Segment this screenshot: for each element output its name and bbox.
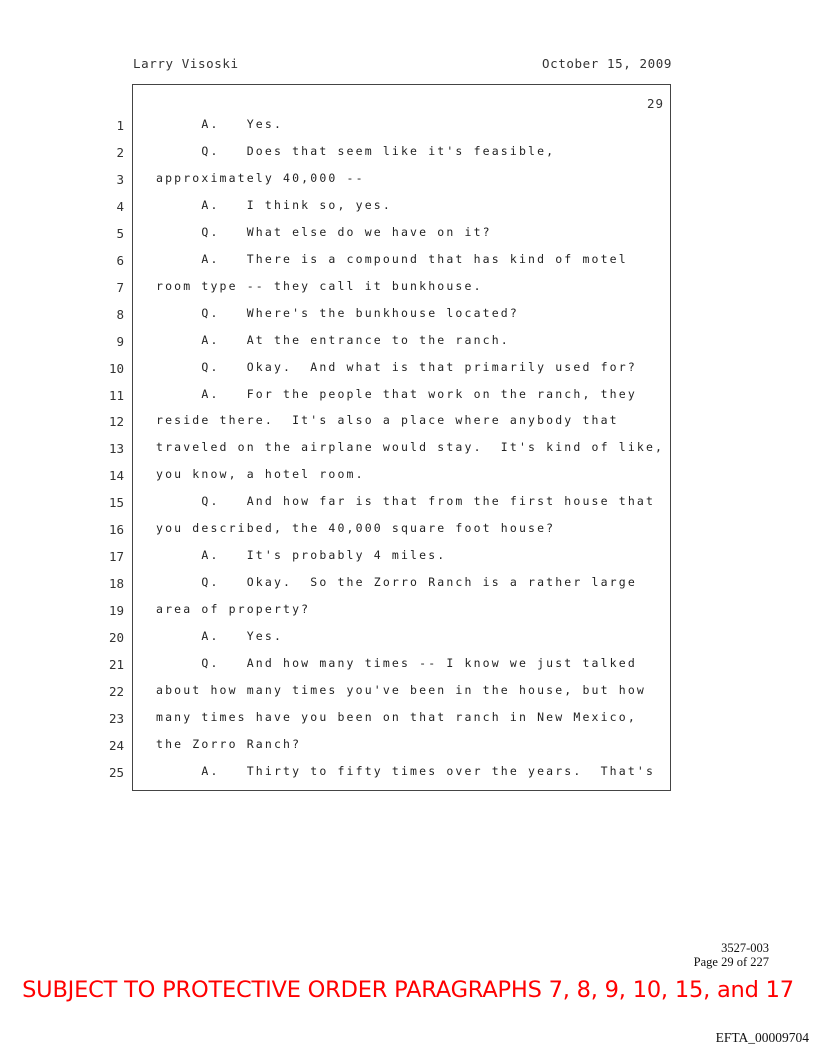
transcript-page-number: 29	[646, 96, 664, 111]
line-number: 21	[108, 657, 124, 672]
transcript-line: A. At the entrance to the ranch.	[156, 332, 510, 347]
transcript-line: approximately 40,000 --	[156, 170, 365, 185]
transcript-line: you know, a hotel room.	[156, 467, 365, 482]
line-number: 8	[116, 306, 124, 322]
transcript-line: traveled on the airplane would stay. It's kind of like,	[156, 440, 665, 455]
line-number: 22	[108, 683, 124, 699]
line-number: 25	[108, 764, 124, 780]
transcript-line: A. Thirty to fifty times over the years. That's	[156, 763, 656, 778]
protective-order-notice: SUBJECT TO PROTECTIVE ORDER PARAGRAPHS 7, 8, 9, 10, 15, and 17	[22, 977, 794, 1003]
transcript-line: Q. Does that seem like it's feasible,	[156, 143, 556, 158]
line-number: 18	[108, 576, 124, 592]
line-number: 19	[108, 603, 124, 619]
line-number: 16	[108, 522, 124, 538]
transcript-line: the Zorro Ranch?	[156, 736, 302, 751]
transcript-line: A. Yes.	[156, 629, 284, 644]
line-number: 2	[116, 144, 124, 160]
line-number: 9	[116, 333, 124, 349]
line-number: 1	[116, 118, 124, 133]
transcript-line: Q. Where's the bunkhouse located?	[156, 305, 519, 320]
transcript-line: Q. Okay. So the Zorro Ranch is a rather large	[156, 575, 637, 590]
line-number: 17	[108, 549, 124, 565]
transcript-line: room type -- they call it bunkhouse.	[156, 278, 483, 293]
transcript-line: A. Yes.	[156, 117, 284, 131]
transcript-line: Q. And how many times -- I know we just talked	[156, 656, 637, 670]
transcript-line: Q. Okay. And what is that primarily used for?	[156, 359, 637, 374]
deponent-name: Larry Visoski	[133, 56, 239, 71]
line-number: 11	[108, 387, 124, 403]
page-count: Page 29 of 227	[693, 955, 769, 969]
deposition-date: October 15, 2009	[541, 56, 672, 71]
line-number: 14	[108, 468, 124, 484]
transcript-line: A. There is a compound that has kind of motel	[156, 251, 628, 266]
transcript-line: A. It's probably 4 miles.	[156, 548, 447, 563]
transcript-line: about how many times you've been in the house, but how	[156, 682, 646, 697]
line-number: 7	[116, 279, 124, 295]
line-number: 4	[116, 198, 124, 214]
transcript-line: area of property?	[156, 602, 311, 617]
line-number: 20	[108, 630, 124, 646]
transcript-line: A. I think so, yes.	[156, 197, 392, 212]
line-number: 6	[116, 252, 124, 268]
transcript-line: many times have you been on that ranch in New Mexico,	[156, 709, 637, 724]
line-number: 3	[116, 171, 124, 187]
line-number: 24	[108, 737, 124, 753]
case-number: 3527-003	[721, 941, 769, 955]
line-number: 15	[108, 495, 124, 511]
bates-number: EFTA_00009704	[715, 1030, 809, 1045]
transcript-line: A. For the people that work on the ranch, they	[156, 386, 637, 401]
transcript-line: Q. What else do we have on it?	[156, 224, 492, 239]
line-number: 5	[116, 225, 124, 241]
transcript-line: Q. And how far is that from the first house that	[156, 494, 656, 509]
transcript-line: reside there. It's also a place where anybody that	[156, 413, 619, 428]
line-number: 13	[108, 441, 124, 457]
line-number: 23	[108, 710, 124, 726]
line-number: 10	[108, 360, 124, 376]
transcript-line: you described, the 40,000 square foot house?	[156, 521, 556, 536]
line-number: 12	[108, 414, 124, 430]
